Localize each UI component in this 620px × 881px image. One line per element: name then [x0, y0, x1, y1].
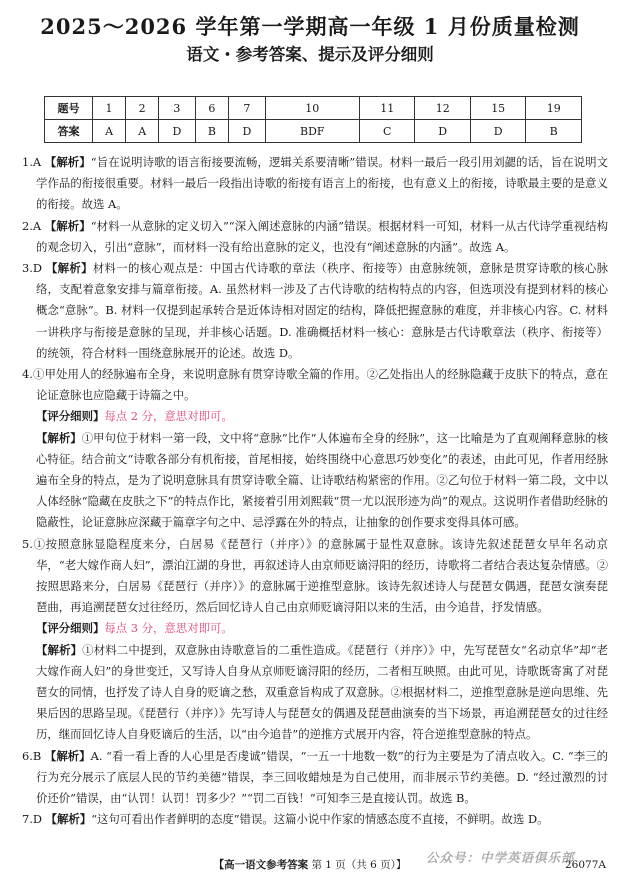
- question-number: 11: [360, 97, 415, 120]
- answer-cell: B: [195, 120, 229, 143]
- score-text: 每点 2 分，意思对即可。: [104, 409, 233, 424]
- page-subtitle: 语文・参考答案、提示及评分细则: [186, 45, 434, 64]
- answer-item-7: [22, 809, 608, 830]
- score-tag: 【评分细则】: [36, 621, 105, 636]
- item-text: “旨在说明诗歌的语言衔接要流畅，逻辑关系要清晰”错误。材料一最后一段引用刘勰的话，旨在说明文学作品的衔接很重要。材料一最后一段指出诗歌的衔接有语言上的衔接，也有意义上的衔接，诗歌最主要的是意义的衔接。故选 A。: [36, 155, 608, 212]
- item-number: 5.: [22, 536, 33, 551]
- question-number: 6: [195, 97, 229, 120]
- answer-cell: B: [526, 120, 582, 143]
- analysis-tag: 【解析】: [44, 155, 91, 169]
- watermark: 公众号：中学英语俱乐部: [426, 850, 575, 865]
- answer-cell: A: [93, 120, 126, 143]
- row-label-number: 题号: [45, 97, 93, 120]
- answer-item-5: [22, 534, 608, 619]
- analysis-5: [22, 640, 608, 746]
- answer-cell: C: [360, 120, 415, 143]
- answer-cell: D: [470, 120, 525, 143]
- analysis-tag: 【解析】: [45, 261, 93, 276]
- row-label-answer: 答案: [45, 120, 93, 143]
- score-rule-4: [22, 406, 608, 427]
- item-text: ①甲处用人的经脉遍布全身，来说明意脉有贯穿诗歌全篇的作用。②乙处指出人的经脉隐藏于皮肤下的特点，意在论证意脉也应隐藏于诗篇之中。: [32, 367, 608, 403]
- item-number: 2.A: [22, 218, 42, 233]
- analysis-text: ①甲句位于材料一第一段，文中将“意脉”比作“人体遍布全身的经脉”，这一比喻是为了直观阐释意脉的核心特征。结合前文“诗歌各部分有机衔接，首尾相接，始终围绕中心意思巧妙变化”的表述，由此可见，作者用经脉遍布全身的特点，是为了说明意脉具有贯穿诗歌全篇、让诗歌结构紧密的作用。②乙句位于材料一第二段，文中以人体经脉“隐藏在皮肤之下”的特点作比，紧接着引用刘熙载“贯一尤以泯形迹为尚”的观点。这说明作者借助经脉的隐蔽性，论证意脉应深藏于篇章字句之中、忌浮露在外的特点，让抽象的创作要求变得具体可感。: [36, 430, 608, 530]
- answer-item-4: [22, 364, 608, 406]
- item-text: “这句可看出作者鲜明的态度”错误。这篇小说中作家的情感态度不直接，不鲜明。故选 D。: [91, 812, 549, 827]
- analysis-tag: 【解析】: [44, 218, 91, 233]
- question-number: 15: [470, 97, 525, 120]
- item-number: 4.: [22, 367, 33, 382]
- question-number: 12: [415, 97, 470, 120]
- answer-table-answer-row: [45, 120, 582, 143]
- analysis-tag: 【解析】: [36, 642, 83, 657]
- page-title: 2025～2026 学年第一学期高一年级 1 月份质量检测: [40, 14, 580, 39]
- page-number: 第 1 页（共 6 页）】: [311, 859, 407, 871]
- score-tag: 【评分细则】: [36, 409, 105, 424]
- score-text: 每点 3 分，意思对即可。: [104, 621, 233, 636]
- question-number: 7: [229, 97, 265, 120]
- question-number: 1: [93, 97, 126, 120]
- analysis-4: [22, 428, 608, 534]
- answer-item-3: [22, 258, 608, 364]
- item-text: A. “看一看上香的人心里是否虔诚”错误，“一五一十地数一数”的行为主要是为了清点收入。C. “李三的行为充分展示了底层人民的节约美德”错误，李三回收蜡烛是为自己使用，而非展示节约美德。D. “经过激烈的讨价还价”错误，由“认罚！认罚！罚多少？”“罚二百钱！”可知李三是直接认罚。故选 B。: [36, 748, 608, 806]
- document-code: 26077A: [565, 859, 606, 871]
- answer-cell: D: [229, 120, 265, 143]
- answer-cell: D: [415, 120, 470, 143]
- analysis-text: ①材料二中提到，双意脉由诗歌意旨的二重性造成。《琵琶行（并序）》中，先写琵琶女“名动京华”却“老大嫁作商人妇”的身世变迁，又写诗人自身从京师贬谪浔阳的经历，二者相互映照。由此可见，诗歌既寄寓了对琵琶女的同情，也抒发了诗人自身的贬谪之愁，双重意旨构成了双意脉。②根据材料二，逆推型意脉是逆向思维、先果后因的思路呈现。《琵琶行（并序）》先写诗人与琵琶女的偶遇及琵琶曲演奏的当下场景，再追溯琵琶女的过往经历，继而回忆诗人自身贬谪后的生活，以“由今追昔”的逆推方式展开内容，符合逆推型意脉的特点。: [36, 642, 608, 742]
- score-rule-5: [22, 618, 608, 639]
- answer-content: [22, 152, 608, 831]
- answer-cell: D: [159, 120, 195, 143]
- question-number: 19: [526, 97, 582, 120]
- answer-item-6: [22, 746, 608, 810]
- question-number: 10: [265, 97, 359, 120]
- answer-item-1: [22, 152, 608, 216]
- page-footer: [0, 858, 620, 872]
- answer-table: [44, 96, 582, 143]
- analysis-tag: 【解析】: [45, 812, 92, 827]
- item-text: 材料一的核心观点是：中国古代诗歌的章法（秩序、衔接等）由意脉统领，意脉是贯穿诗歌的核心脉络，支配着意象安排与篇章衔接。A. 虽然材料一涉及了古代诗歌的结构特点的内容，但选项没有提到材料的核心概念“意脉”。B. 材料一仅提到起承转合是近体诗相对固定的结构，降低把握意脉的难度，并非核心内容。C. 材料一讲秩序与衔接是意脉的呈现，并非核心话题。D. 准确概括材料一核心：意脉是古代诗歌章法（秩序、衔接等）的统领，符合材料一围绕意脉展开的论述。故选 D。: [36, 261, 608, 360]
- answer-cell: BDF: [265, 120, 359, 143]
- item-text: ①按照意脉显隐程度来分，白居易《琵琶行（并序）》的意脉属于显性双意脉。该诗先叙述琵琶女早年名动京华，“老大嫁作商人妇”，漂泊江湖的身世，再叙述诗人由京师贬谪浔阳的经历，诗歌将二者结合表达复杂情感。②按照思路来分，白居易《琵琶行（并序）》的意脉属于逆推型意脉。该诗先叙述诗人与琵琶女偶遇，琵琶女演奏琵琶曲，再追溯琵琶女过往经历，然后回忆诗人自己由京师贬谪浔阳以来的生活，由今追昔，抒发情感。: [32, 536, 608, 615]
- item-text: “材料一从意脉的定义切入”“深入阐述意脉的内涵”错误。根据材料一可知，材料一从古代诗学重视结构的观念切入，引出“意脉”，而材料一没有给出意脉的定义，也没有“阐述意脉的内涵”。故选 A。: [36, 218, 608, 254]
- analysis-tag: 【解析】: [36, 430, 82, 445]
- item-number: 6.B: [22, 748, 42, 763]
- answer-item-2: [22, 216, 608, 258]
- question-number: 3: [159, 97, 195, 120]
- item-number: 3.D: [22, 261, 43, 276]
- analysis-tag: 【解析】: [44, 748, 91, 763]
- question-number: 2: [126, 97, 159, 120]
- item-number: 1.A: [22, 155, 42, 169]
- answer-cell: A: [126, 120, 159, 143]
- footer-label: 【高一语文参考答案: [213, 859, 309, 871]
- item-number: 7.D: [22, 812, 43, 827]
- answer-table-number-row: [45, 97, 582, 120]
